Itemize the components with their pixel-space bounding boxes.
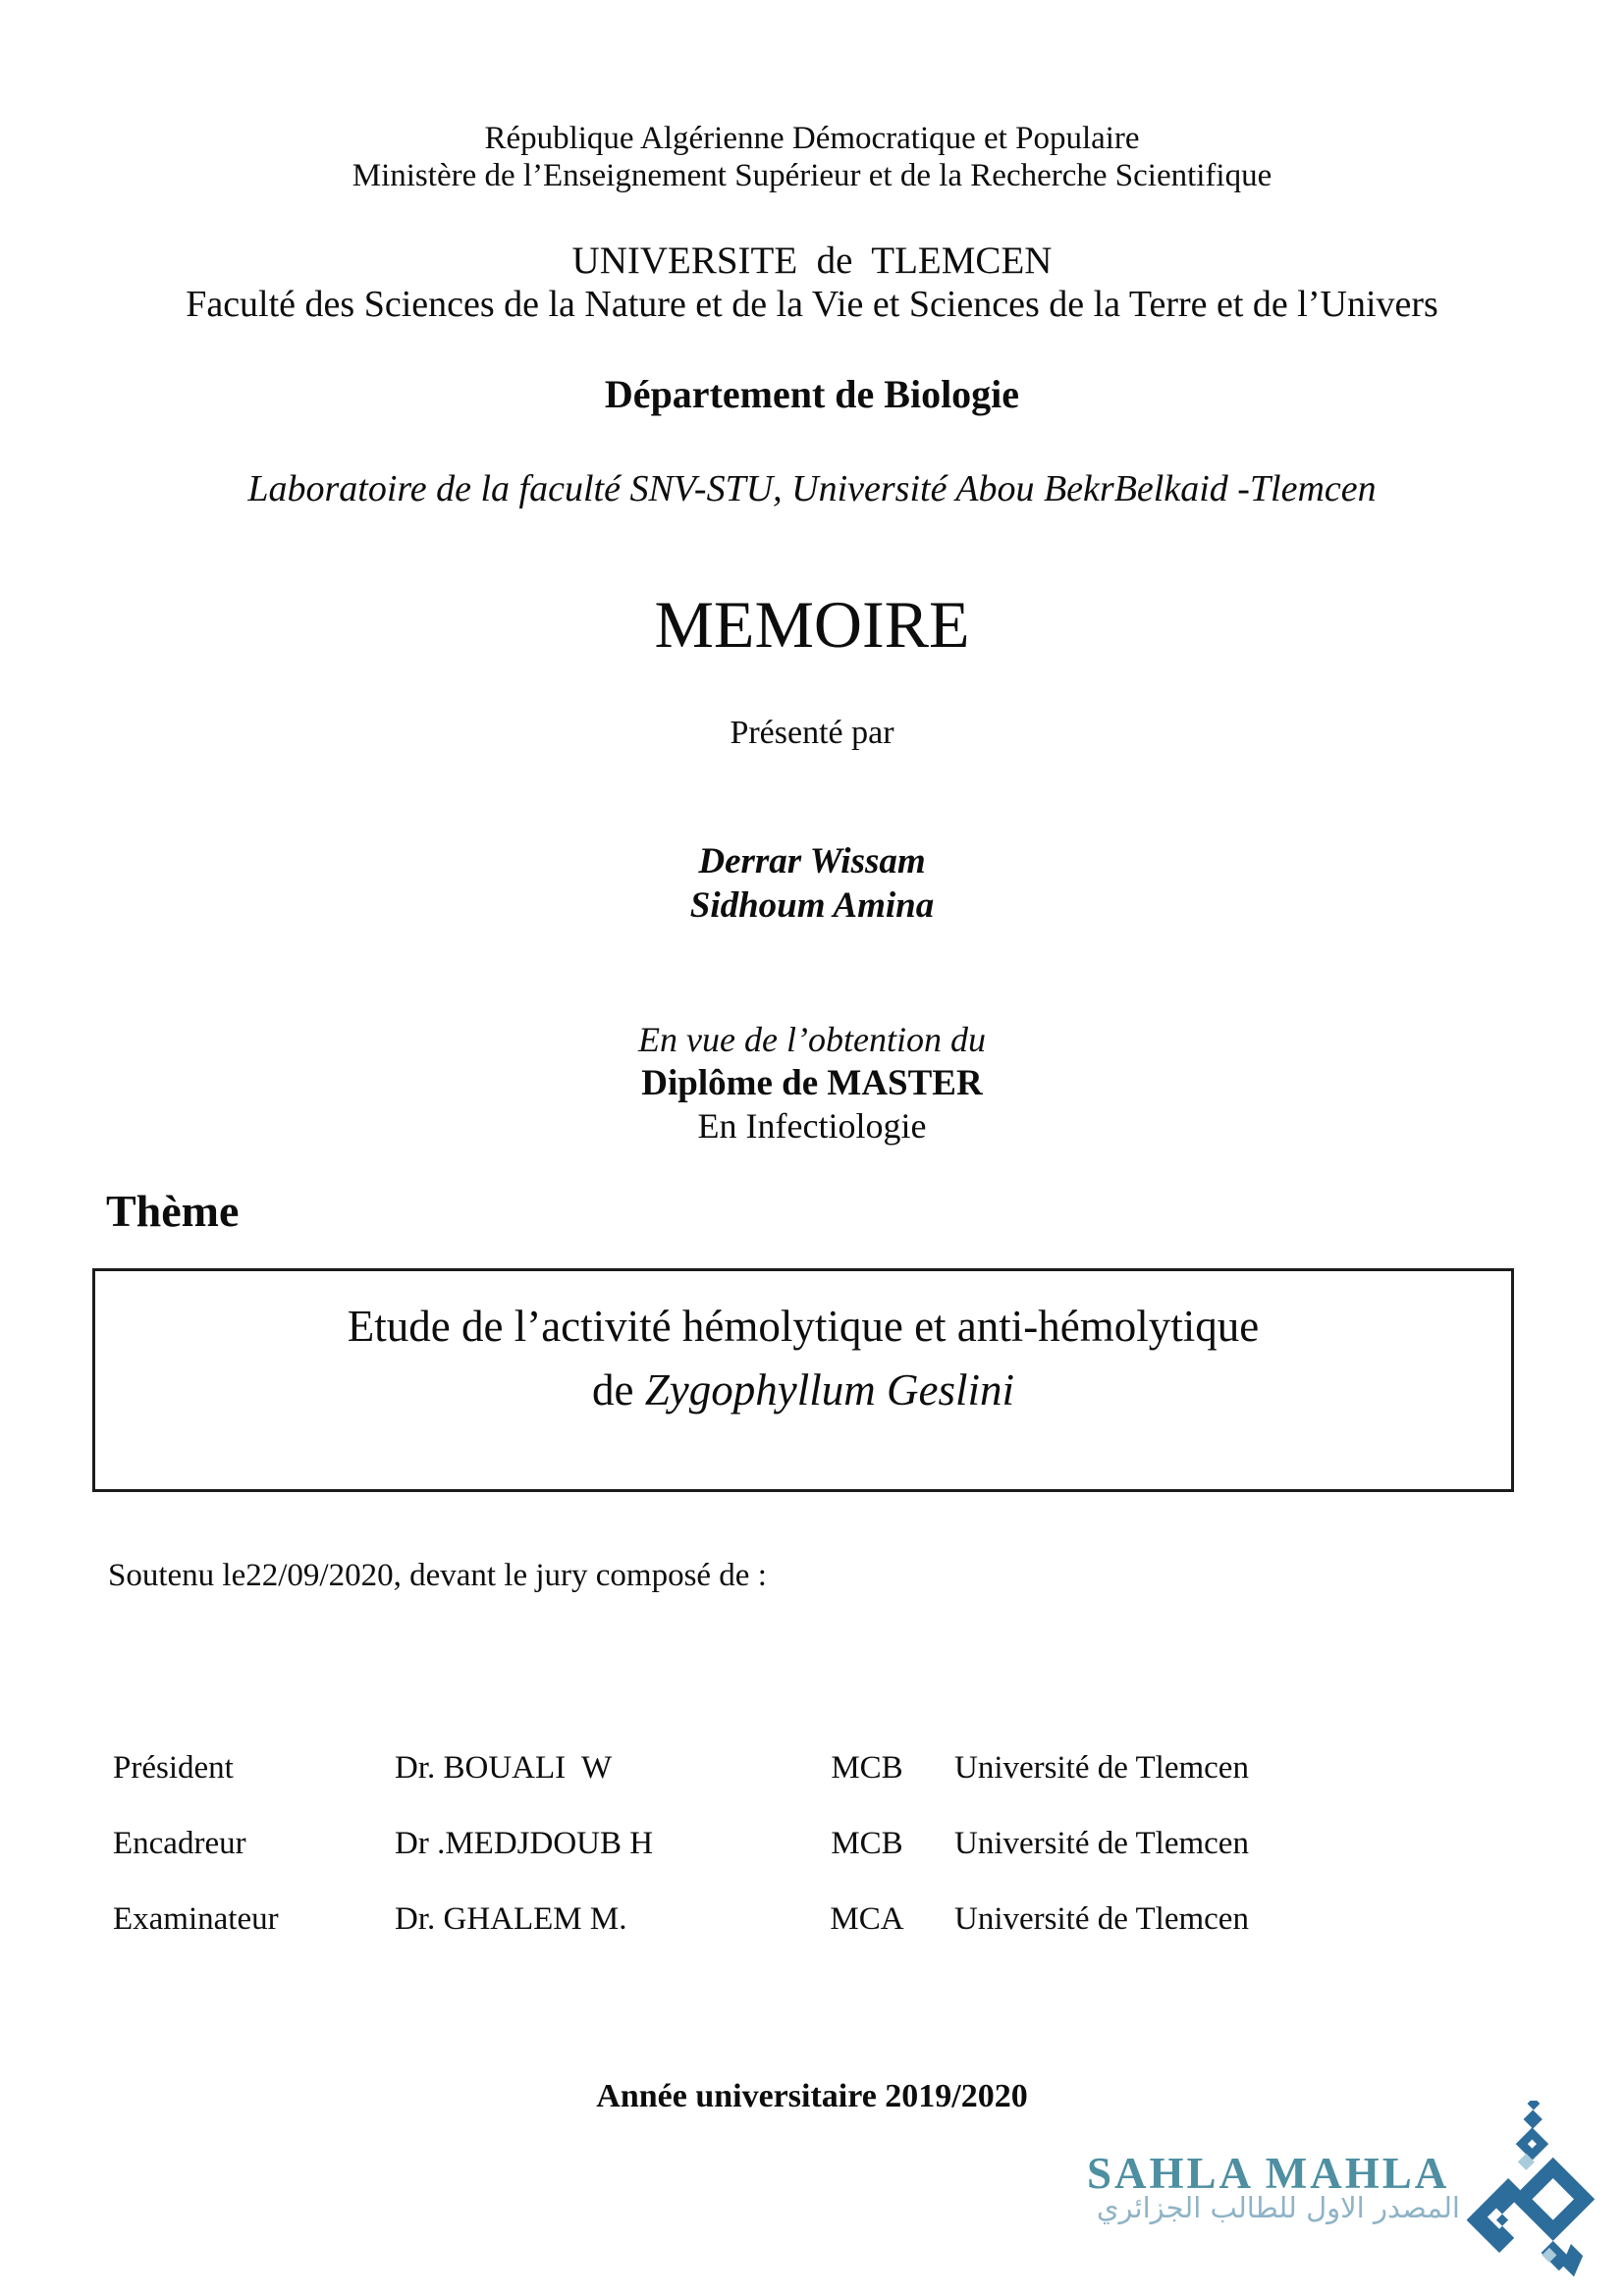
header-ministry-line: Ministère de l’Enseignement Supérieur et de la Recherche Scientifique [352,158,1272,193]
species-name: Zygophyllum Geslini [644,1364,1014,1415]
jury-row [113,1750,1419,1826]
jury-role: Encadreur [113,1826,246,1861]
university-name: UNIVERSITE de TLEMCEN [571,240,1053,282]
jury-grade: MCB [831,1750,903,1786]
degree-purpose-line: En vue de l’obtention du [638,1020,986,1059]
defense-line: Soutenu le22/09/2020, devant le jury composé de : [108,1558,767,1593]
degree-specialty-line: En Infectiologie [697,1106,927,1146]
laboratory-line: Laboratoire de la faculté SNV-STU, Université Abou BekrBelkaid -Tlemcen [247,468,1377,509]
jury-row [113,1826,1419,1901]
jury-member-name: Dr. GHALEM M. [395,1901,627,1937]
theme-line2-prefix: de [592,1364,645,1415]
jury-member-name: Dr .MEDJDOUB H [395,1826,654,1861]
theme-title-line2 [95,1359,1511,1422]
presented-by-label: Présenté par [730,715,894,751]
author-name-1: Derrar Wissam [698,841,926,881]
jury-grade: MCB [831,1826,903,1861]
document-title: MEMOIRE [654,587,970,662]
watermark [1075,2101,1624,2287]
theme-title-line1: Etude de l’activité hémolytique et anti-hémolytique [347,1302,1260,1351]
brand-tagline-arabic: المصدر الاول للطالب الجزائري [1096,2191,1460,2224]
jury-role: Examinateur [113,1901,279,1937]
jury-row [113,1901,1419,1977]
author-name-2: Sidhoum Amina [689,885,935,926]
sahla-mahla-emblem-icon [1453,2101,1620,2287]
brand-name: SAHLA MAHLA [1087,2149,1450,2198]
jury-role: Président [113,1750,234,1786]
department-name: Département de Biologie [604,372,1020,416]
academic-year: Année universitaire 2019/2020 [596,2078,1028,2114]
jury-member-name: Dr. BOUALI W [395,1750,613,1786]
jury-table [113,1750,1419,1977]
jury-grade: MCA [830,1901,904,1937]
jury-affiliation: Université de Tlemcen [954,1901,1249,1937]
degree-diploma-line: Diplôme de MASTER [641,1063,983,1103]
theme-label: Thème [106,1186,240,1236]
jury-affiliation: Université de Tlemcen [954,1826,1249,1861]
faculty-name: Faculté des Sciences de la Nature et de la Vie et Sciences de la Terre et de l’Univers [186,284,1438,325]
theme-box [92,1268,1514,1492]
jury-affiliation: Université de Tlemcen [954,1750,1249,1786]
header-republic-line: République Algérienne Démocratique et Populaire [484,121,1140,156]
